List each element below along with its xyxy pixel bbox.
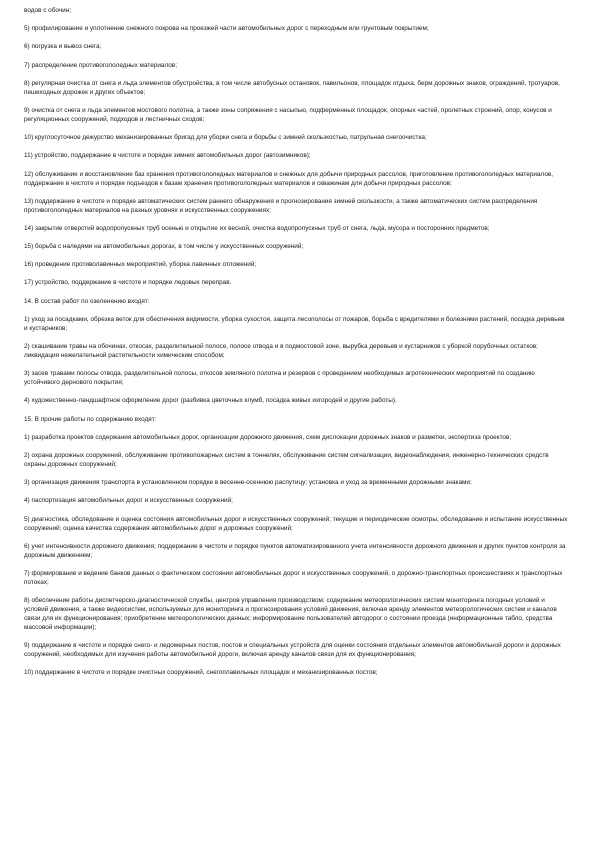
list-item: 2) скашивание травы на обочинах, откосах, разделительной полосе, полосе отвода и в подмостовой зоне, вырубка деревьев и кустарников с уборкой порубочных остатков; ликвидация нежелательной растительности химическим способом;	[24, 343, 538, 359]
list-item: 9) поддержание в чистоте и порядке снего- и ледомерных постов, постов и специальных устройств для оценки состояния отдельных элементов автомобильной дороги и дорожных сооружений, необходимых для изучения работы автомобильной дороги, включая аренду каналов связи для их функционирования;	[24, 642, 561, 659]
list-item: 13) поддержание в чистоте и порядке автоматических систем раннего обнаружения и прогнозирования зимней скользкости, а также автоматических систем распределения противогололедных материалов на разных уровнях и искусственных сооружениях;	[24, 197, 538, 214]
list-item: 1) уход за посадками, обрезка веток для обеспечения видимости, уборка сухостоя, защита лесополосы от пожаров, борьба с вредителями и болезнями растений, посадка деревьев и кустарников;	[24, 315, 565, 332]
list-item: 1) разработка проектов содержания автомобильных дорог, организации дорожного движения, схем дислокации дорожных знаков и разметки, экспертиза проектов;	[24, 433, 512, 441]
list-item: 3) засев травами полосы отвода, разделительной полосы, откосов земляного полотна и резервов с проведением необходимых агротехнических мероприятий по созданию устойчивого дернового покрытия;	[24, 370, 535, 387]
list-item: 8) обеспечение работы диспетчерско-диагностической службы, центров управления производством; содержание метеорологических систем мониторинга погодных условий и условий движения, а также видеосистем, используемых для мониторинга и прогнозирования условий движения, включая аренду элементов метеорологических систем и каналов связи для их функционирования; приобретение метеорологических данных; информирование пользователей автодорог о состоянии проезда (информационные табло, средства массовой информации);	[24, 597, 557, 632]
section-heading-14: 14. В состав работ по озеленению входят:	[24, 297, 150, 305]
paragraph-continuation: водов с обочин;	[24, 7, 71, 14]
list-item: 11) устройство, поддержание в чистоте и порядке зимних автомобильных дорог (автозимников);	[24, 152, 311, 160]
list-item: 2) охрана дорожных сооружений, обслуживание противопожарных систем в тоннелях, обслуживание систем сигнализации, видеонаблюдения, инженерно-технических средств охраны дорожных сооружений;	[24, 451, 549, 468]
list-item: 10) поддержание в чистоте и порядке очистных сооружений, снегоплавильных площадок и механизированных постов;	[24, 669, 378, 677]
list-item: 16) проведение противолавинных мероприятий, уборка лавинных отложений;	[24, 261, 257, 269]
list-item: 17) устройство, поддержание в чистоте и порядке ледовых переправ.	[24, 279, 232, 287]
list-item: 7) распределение противогололедных материалов;	[24, 61, 177, 69]
list-item: 14) закрытие отверстий водопропускных труб осенью и открытие их весной, очистка водопропускных труб от снега, льда, мусора и посторонних предметов;	[24, 224, 490, 232]
list-item: 6) учет интенсивности дорожного движения; поддержание в чистоте и порядке пунктов автоматизированного учета интенсивности дорожного движения и других пунктов контроля за дорожным движением;	[24, 542, 566, 559]
list-item: 5) профилирование и уплотнение снежного покрова на проезжей части автомобильных дорог с переходным или грунтовым покрытием;	[24, 25, 429, 33]
list-item: 4) паспортизация автомобильных дорог и искусственных сооружений;	[24, 497, 233, 505]
section-heading-15: 15. В прочие работы по содержанию входят:	[24, 415, 157, 423]
list-item: 8) регулярная очистка от снега и льда элементов обустройства, в том числе автобусных остановок, павильонов, площадок отдыха, берм дорожных знаков, ограждений, тротуаров, пешеходных дорожек и других объектов;	[24, 79, 560, 96]
list-item: 12) обслуживание и восстановление баз хранения противогололедных материалов и снежных для добычи природных рассолов, приготовление противогололедных материалов, поддержание в чистоте и порядке подъездов к базам хранения противогололедных материалов и скважинам для добычи природных рассолов;	[24, 170, 554, 187]
list-item: 15) борьба с наледями на автомобильных дорогах, в том числе у искусственных сооружений;	[24, 243, 304, 251]
list-item: 5) диагностика, обследование и оценка состояния автомобильных дорог и искусственных сооружений; текущие и периодические осмотры, обследование и испытание искусственных сооружений; оценка качества содержания автомобильных дорог и дорожных сооружений;	[24, 515, 568, 532]
list-item: 4) художественно-ландшафтное оформление дорог (разбивка цветочных клумб, посадка живых изгородей и другие работы).	[24, 397, 397, 405]
list-item: 6) погрузка и вывоз снега;	[24, 43, 102, 51]
list-item: 3) организация движения транспорта в установленном порядке в весенне-осеннюю распутицу; установка и уход за временными дорожными знаками;	[24, 479, 472, 487]
list-item: 10) круглосуточное дежурство механизированных бригад для уборки снега и борьбы с зимней скользкостью, патрульная снегоочистка;	[24, 134, 427, 142]
list-item: 9) очистка от снега и льда элементов мостового полотна, а также зоны сопряжения с насыпью, подферменных площадок, опорных частей, пролетных строений, опор, конусов и регуляционных сооружений, подходов и лестничных сходов;	[24, 106, 552, 123]
document-page	[24, 6, 569, 687]
list-item: 7) формирование и ведение банков данных о фактическом состоянии автомобильных дорог и искусственных сооружений, о дорожно-транспортных происшествиях и транспортных потоках;	[24, 569, 563, 586]
